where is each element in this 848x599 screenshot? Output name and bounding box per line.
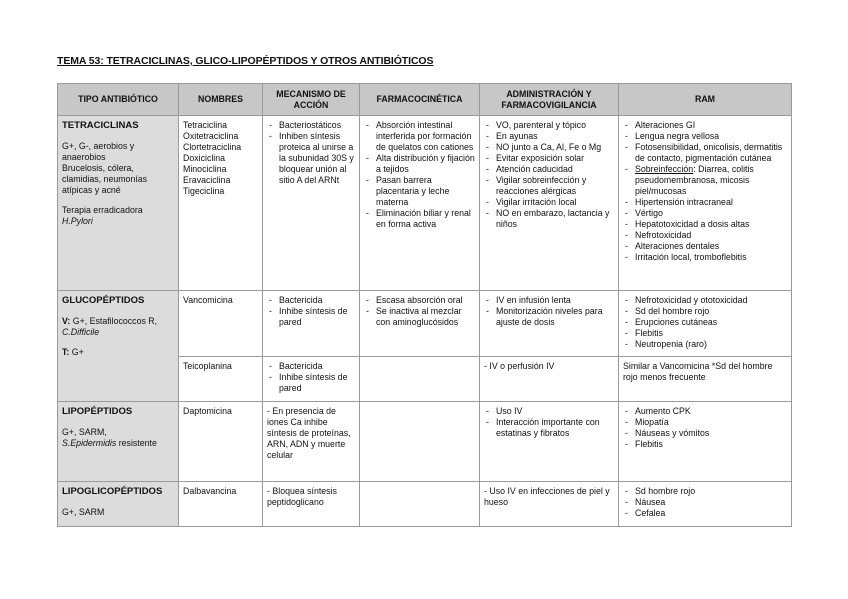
antibiotics-table <box>57 83 792 527</box>
group-glucopeptidos <box>58 291 179 402</box>
header-farmacocinetica: FARMACOCINÉTICA <box>360 84 480 116</box>
list-item: - En ayunas <box>484 131 614 142</box>
list-item: - Alta distribución y fijación a tejidos <box>364 153 475 175</box>
header-administracion: ADMINISTRACIÓN Y FARMACOVIGILANCIA <box>480 84 619 116</box>
cell-ram <box>619 402 792 482</box>
list-item: - Náuseas y vómitos <box>623 428 787 439</box>
cell-mecanismo <box>263 357 360 402</box>
list-item: - IV en infusión lenta <box>484 295 614 306</box>
header-row <box>58 84 792 116</box>
list-item: - Bactericida <box>267 295 355 306</box>
v-label: V: <box>62 316 71 326</box>
cell-ram <box>619 291 792 357</box>
list-item: - Eliminación biliar y renal en forma activa <box>364 208 475 230</box>
row-lipopeptidos <box>58 402 792 482</box>
list-item: - Vigilar irritación local <box>484 197 614 208</box>
sobreinfeccion-label: Sobreinfección <box>635 164 694 174</box>
list-item: - Alteraciones GI <box>623 120 787 131</box>
list-item: - Monitorización niveles para ajuste de dosis <box>484 306 614 328</box>
cell-ram: Similar a Vancomicina *Sd del hombre rojo menos frecuente <box>619 357 792 402</box>
list-item: - Alteraciones dentales <box>623 241 787 252</box>
cell-administracion <box>480 116 619 291</box>
list-item: - Inhibe síntesis de pared <box>267 306 355 328</box>
group-desc: Terapia erradicadora <box>62 205 143 215</box>
list-item: - Hepatotoxicidad a dosis altas <box>623 219 787 230</box>
list-item: - Lengua negra vellosa <box>623 131 787 142</box>
group-desc: G+, SARM <box>62 507 105 517</box>
list-item: - Bacteriostáticos <box>267 120 355 131</box>
header-mecanismo: MECANISMO DE ACCIÓN <box>263 84 360 116</box>
species-name: S.Epidermidis <box>62 438 117 448</box>
cell-administracion <box>480 402 619 482</box>
cell-nombres: Daptomicina <box>179 402 263 482</box>
list-item: - Flebitis <box>623 439 787 450</box>
cell-mecanismo: - En presencia de iones Ca inhibe síntesis de proteínas, ARN, ADN y muerte celular <box>263 402 360 482</box>
cell-nombres: Dalbavancina <box>179 482 263 527</box>
list-item: - Bactericida <box>267 361 355 372</box>
list-item: - Flebitis <box>623 328 787 339</box>
list-item: - Vértigo <box>623 208 787 219</box>
group-desc: H.Pylori <box>62 216 93 226</box>
group-desc <box>62 316 174 327</box>
cell-ram <box>619 482 792 527</box>
cell-farmacocinetica <box>360 357 480 402</box>
list-item: - Evitar exposición solar <box>484 153 614 164</box>
list-item: - VO, parenteral y tópico <box>484 120 614 131</box>
list-item: - Escasa absorción oral <box>364 295 475 306</box>
group-desc: Brucelosis, cólera, clamidias, neumonías atípicas y acné <box>62 163 148 195</box>
list-item: - Sd del hombre rojo <box>623 306 787 317</box>
header-nombres: NOMBRES <box>179 84 263 116</box>
cell-nombres: Teicoplanina <box>179 357 263 402</box>
cell-farmacocinetica <box>360 116 480 291</box>
group-name: TETRACICLINAS <box>62 120 139 131</box>
list-item: - Miopatía <box>623 417 787 428</box>
cell-farmacocinetica <box>360 402 480 482</box>
cell-mecanismo: - Bloquea síntesis peptidoglicano <box>263 482 360 527</box>
drug-name: Doxiciclina <box>183 153 226 163</box>
drug-name: Minociclina <box>183 164 227 174</box>
cell-administracion <box>480 291 619 357</box>
list-item <box>623 164 787 197</box>
list-item: - Cefalea <box>623 508 787 519</box>
cell-administracion: - Uso IV en infecciones de piel y hueso <box>480 482 619 527</box>
group-desc: C.Difficile <box>62 327 100 337</box>
list-item: - Erupciones cutáneas <box>623 317 787 328</box>
cell-administracion: - IV o perfusión IV <box>480 357 619 402</box>
group-lipopeptidos <box>58 402 179 482</box>
header-ram: RAM <box>619 84 792 116</box>
cell-nombres: Vancomicina <box>179 291 263 357</box>
list-item: - Sd hombre rojo <box>623 486 787 497</box>
cell-mecanismo <box>263 116 360 291</box>
drug-name: Tetraciclina <box>183 120 228 130</box>
list-item: - Nefrotoxicidad <box>623 230 787 241</box>
group-lipoglicopeptidos <box>58 482 179 527</box>
row-tetraciclinas <box>58 116 792 291</box>
list-item: - Inhiben síntesis proteica al unirse a la subunidad 30S y bloquear unión al sitio A del ARNt <box>267 131 355 186</box>
v-text: G+, Estafilococcos R, <box>72 316 158 326</box>
list-item: - NO en embarazo, lactancia y niños <box>484 208 614 230</box>
drug-name: Oxitetraciclina <box>183 131 239 141</box>
sobreinfeccion-text: : Diarrea, colitis pseudomembranosa, micosis piel/mucosas <box>635 164 754 196</box>
cell-mecanismo <box>263 291 360 357</box>
list-item: - Se inactiva al mezclar con aminoglucósidos <box>364 306 475 328</box>
list-item: - Fotosensibilidad, onicolisis, dermatitis de contacto, pigmentación cutánea <box>623 142 787 164</box>
list-item: - Atención caducidad <box>484 164 614 175</box>
group-name: LIPOPÉPTIDOS <box>62 406 133 417</box>
list-item: - Aumento CPK <box>623 406 787 417</box>
cell-farmacocinetica <box>360 291 480 357</box>
list-item: - Vigilar sobreinfección y reacciones alérgicas <box>484 175 614 197</box>
list-item: - Pasan barrera placentaria y leche materna <box>364 175 475 208</box>
list-item: - Uso IV <box>484 406 614 417</box>
drug-name: Clortetraciclina <box>183 142 242 152</box>
group-tetraciclinas <box>58 116 179 291</box>
list-item: - Nefrotoxicidad y ototoxicidad <box>623 295 787 306</box>
list-item: - NO junto a Ca, Al, Fe o Mg <box>484 142 614 153</box>
drug-name: Tigeciclina <box>183 186 225 196</box>
t-text: G+ <box>71 347 84 357</box>
list-item: - Neutropenia (raro) <box>623 339 787 350</box>
list-item: - Interacción importante con estatinas y fibratos <box>484 417 614 439</box>
list-item: - Inhibe síntesis de pared <box>267 372 355 394</box>
list-item: - Náusea <box>623 497 787 508</box>
cell-ram <box>619 116 792 291</box>
group-desc <box>62 438 174 449</box>
row-vancomicina <box>58 291 792 357</box>
resistance-text: resistente <box>116 438 157 448</box>
page-title: TEMA 53: TETRACICLINAS, GLICO-LIPOPÉPTIDOS Y OTROS ANTIBIÓTICOS <box>57 55 434 67</box>
row-lipoglicopeptidos <box>58 482 792 527</box>
drug-name: Eravaciclina <box>183 175 231 185</box>
t-label: T: <box>62 347 70 357</box>
group-desc: G+, SARM, <box>62 427 107 437</box>
header-tipo: TIPO ANTIBIÓTICO <box>58 84 179 116</box>
group-desc <box>62 347 174 358</box>
list-item: - Hipertensión intracraneal <box>623 197 787 208</box>
cell-farmacocinetica <box>360 482 480 527</box>
list-item: - Absorción intestinal interferida por formación de quelatos con cationes <box>364 120 475 153</box>
list-item: - Irritación local, tromboflebitis <box>623 252 787 263</box>
group-desc: G+, G-, aerobios y anaerobios <box>62 141 135 162</box>
group-name: LIPOGLICOPÉPTIDOS <box>62 486 163 497</box>
cell-nombres <box>179 116 263 291</box>
group-name: GLUCOPÉPTIDOS <box>62 295 145 306</box>
